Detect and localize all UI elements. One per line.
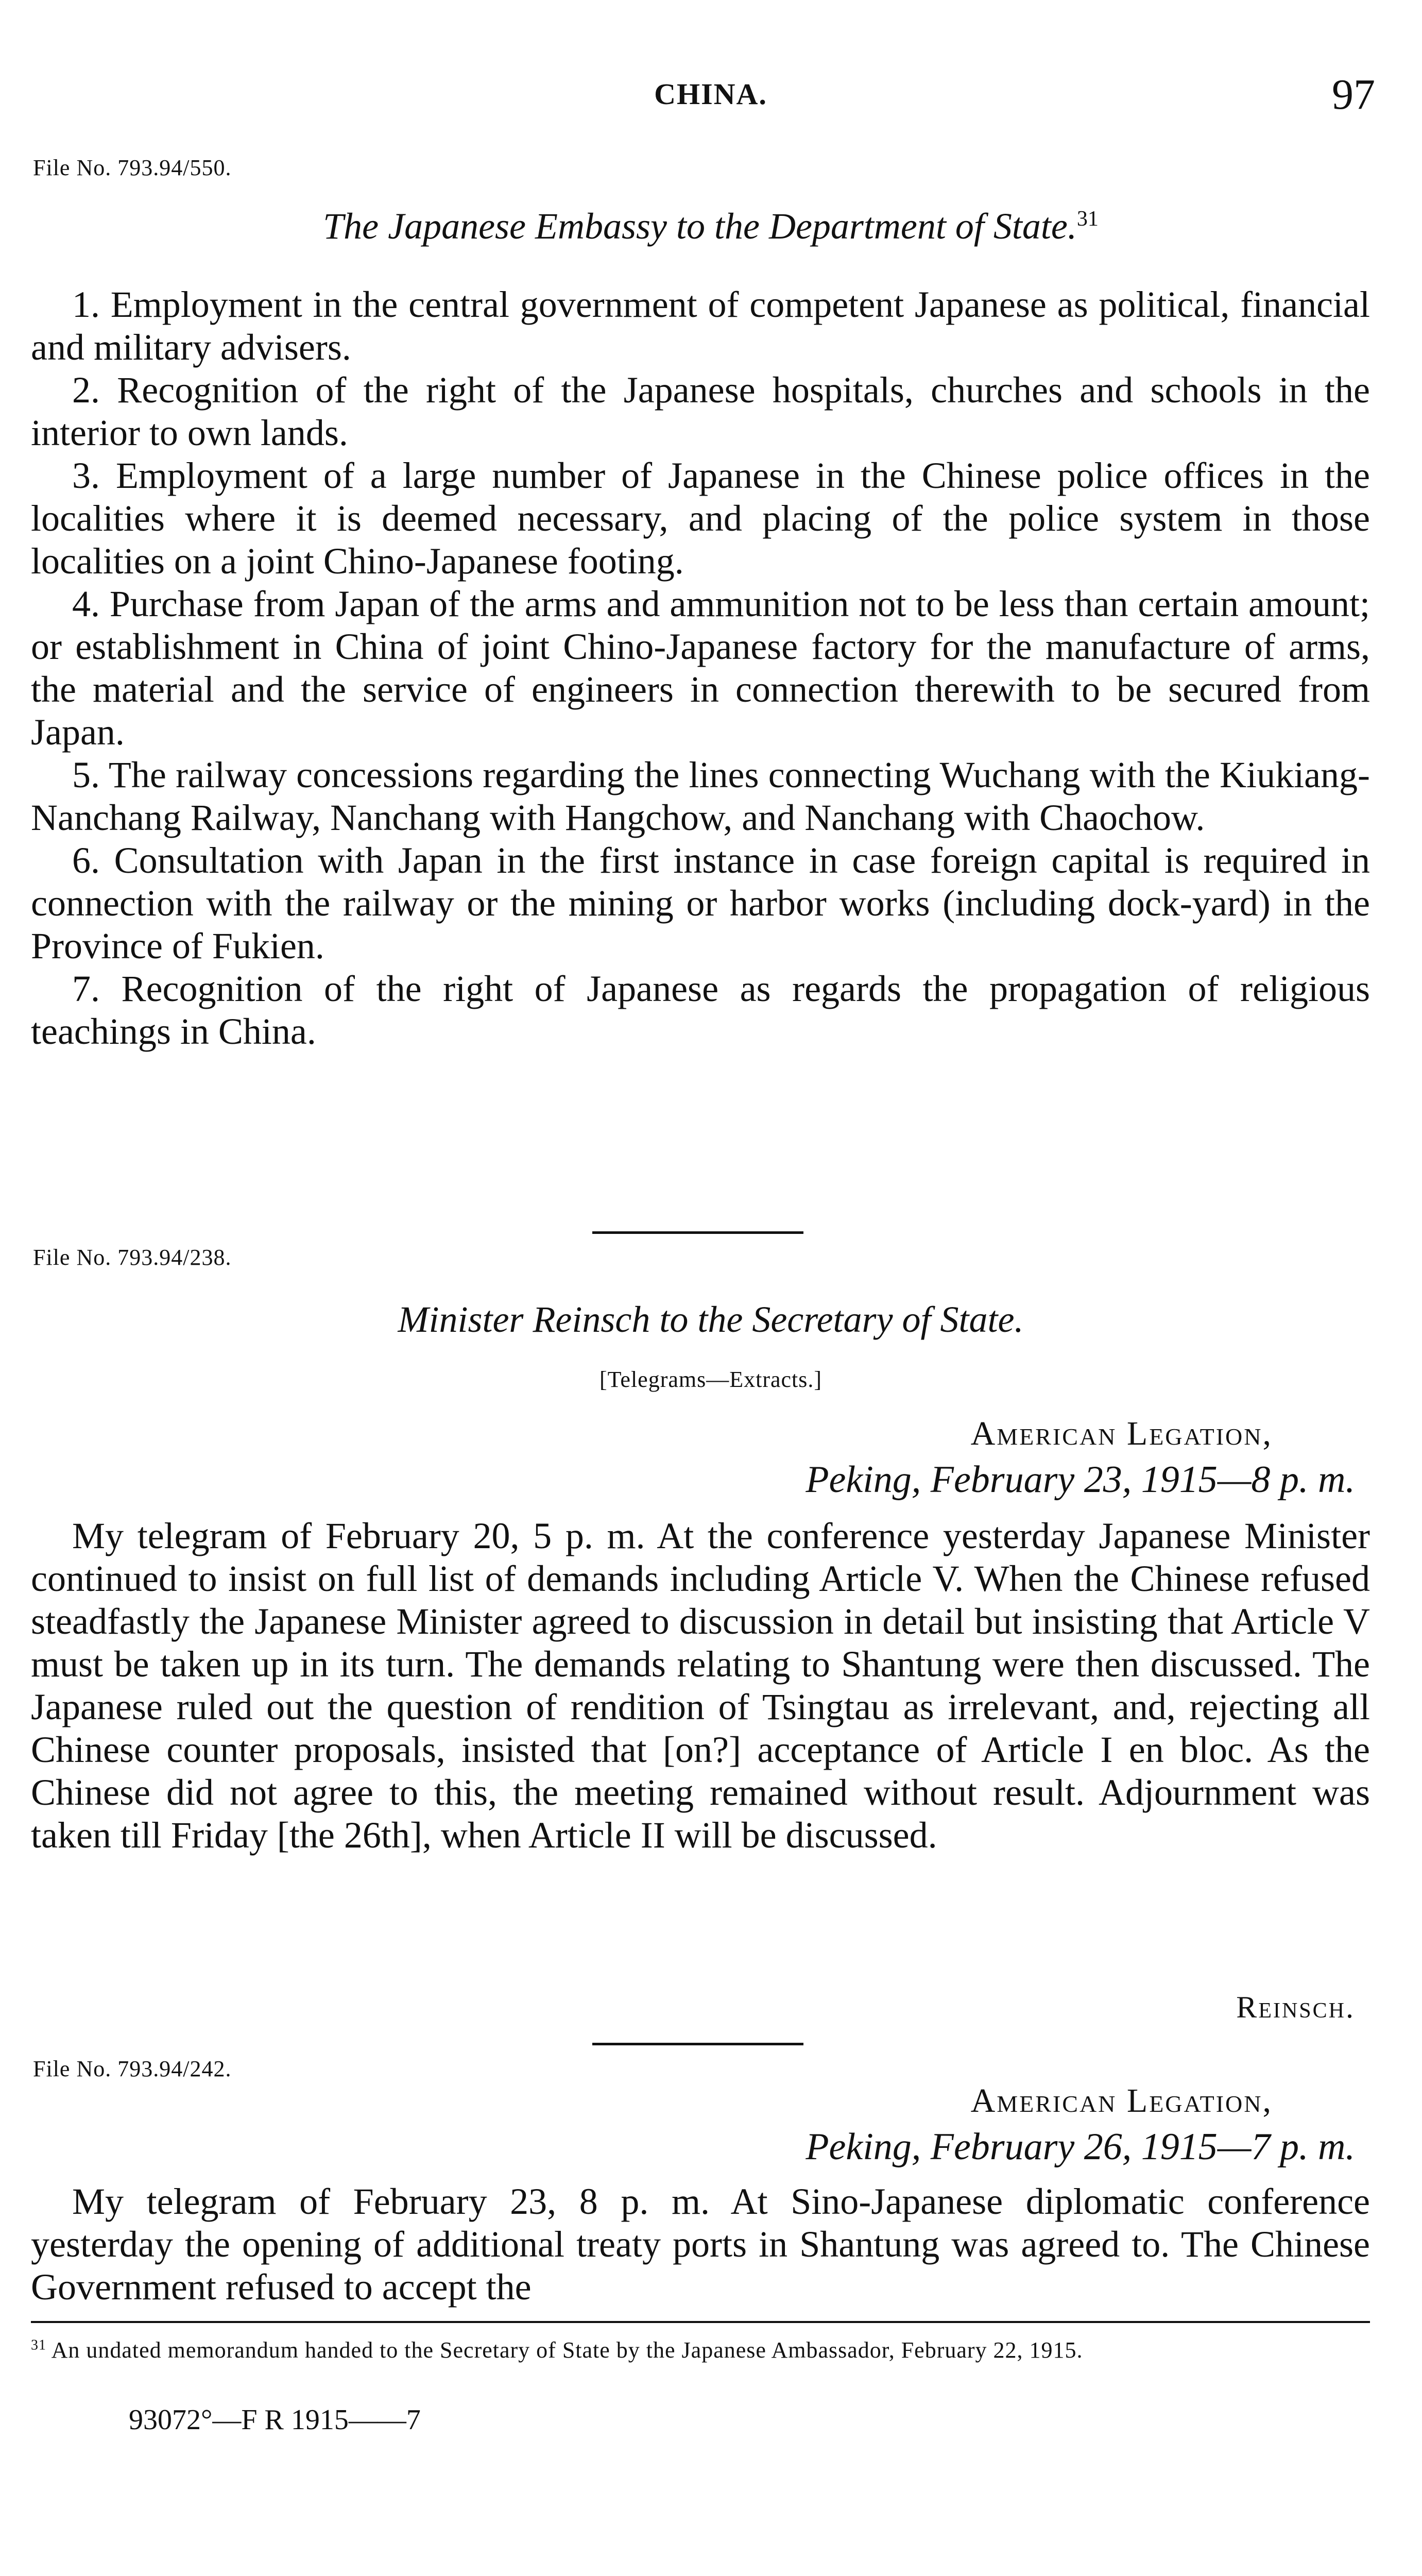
list-item: 3. Employment of a large number of Japanese in the Chinese police offices in the localities where it is deemed necessary, and placing of the police system in those localities on a joint Chino-Japanese footing. [31,455,1370,582]
file-number-242: File No. 793.94/242. [33,2056,232,2081]
legation-line: American Legation, [970,1415,1273,1452]
list-item: 2. Recognition of the right of the Japanese hospitals, churches and schools in the interior to own lands. [31,369,1370,453]
file-number-550: File No. 793.94/550. [33,155,232,180]
file-number-238: File No. 793.94/238. [33,1245,232,1270]
section-heading-reinsch: Minister Reinsch to the Secretary of State. [398,1299,1024,1340]
footnote-ref: 31 [1076,207,1099,231]
legation-line: American Legation, [970,2082,1273,2120]
paragraph: My telegram of February 20, 5 p. m. At the conference yesterday Japanese Minister continued to insist on full list of demands including Article V. When the Chinese refused steadfastly the Japanese Minister agreed to discussion in detail but insisting that Article V must be taken up in its turn. The demands relating to Shantung were then discussed. The Japanese ruled out the question of rendition of Tsingtau as irrelevant, and, rejecting all Chinese counter proposals, insisted that [on?] acceptance of Article I en bloc. As the Chinese did not agree to this, the meeting remained without result. Adjournment was taken till Friday [the 26th], when Article II will be discussed. [31,1515,1370,1856]
demands-list [31,283,1370,1053]
telegram-body [31,1515,1370,1857]
page-number: 97 [1332,71,1375,118]
list-item: 6. Consultation with Japan in the first instance in case foreign capital is required in connection with the railway or the mining or harbor works (including dock-yard) in the Province of Fukien. [31,840,1370,967]
telegram-body [31,2180,1370,2309]
footnote [31,2336,1370,2364]
footnote-text: An undated memorandum handed to the Secretary of State by the Japanese Ambassador, February 22, 1915. [51,2337,1083,2363]
signature: Reinsch. [1236,1990,1355,2024]
place-date-line: Peking, February 23, 1915—8 p. m. [806,1459,1355,1501]
heading-text: The Japanese Embassy to the Department of State. [323,206,1077,247]
running-head [31,70,1391,126]
place-date-line: Peking, February 26, 1915—7 p. m. [806,2126,1355,2168]
list-item: 4. Purchase from Japan of the arms and ammunition not to be less than certain amount; or establishment in China of joint Chino-Japanese factory for the manufacture of arms, the material and the service of engineers in connection therewith to be secured from Japan. [31,583,1370,753]
list-item: 5. The railway concessions regarding the lines connecting Wuchang with the Kiukiang-Nanchang Railway, Nanchang with Hangchow, and Nanchang with Chaochow. [31,754,1370,838]
section-divider [592,2043,803,2045]
paragraph: My telegram of February 23, 8 p. m. At Sino-Japanese diplomatic conference yesterday the opening of additional treaty ports in Shantung was agreed to. The Chinese Government refused to accept the [31,2181,1370,2308]
print-code: 93072°—F R 1915——7 [129,2404,421,2436]
telegram-subheading: [Telegrams—Extracts.] [599,1367,823,1392]
section-divider [592,1231,803,1234]
section-heading-embassy [31,205,1391,248]
running-title: CHINA. [654,77,767,111]
footnote-rule [31,2321,1370,2323]
list-item: 7. Recognition of the right of Japanese as regards the propagation of religious teachings in China. [31,968,1370,1052]
footnote-mark: 31 [31,2337,46,2353]
list-item: 1. Employment in the central government of competent Japanese as political, financial and military advisers. [31,284,1370,368]
